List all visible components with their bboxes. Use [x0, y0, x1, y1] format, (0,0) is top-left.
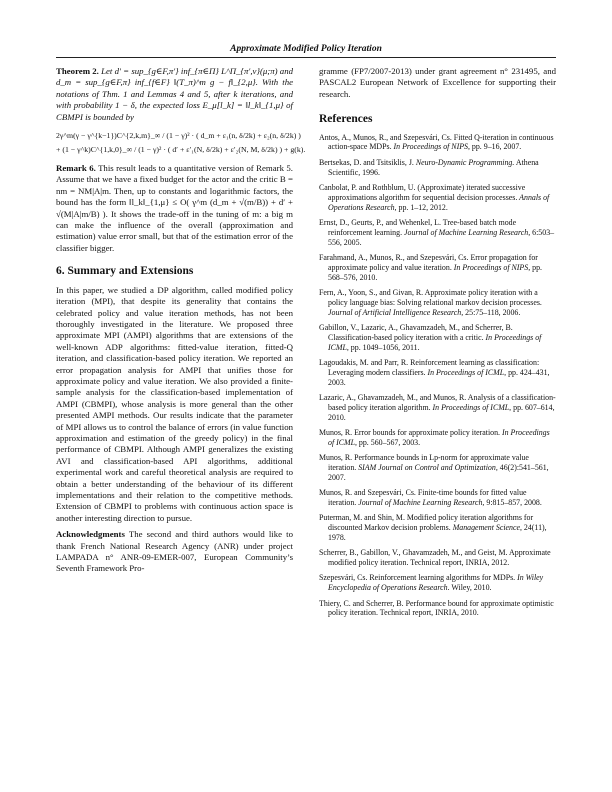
reference-title: Approximate modified policy iteration.	[328, 548, 551, 568]
reference-item	[319, 393, 556, 422]
reference-authors: Ernst, D., Geurts, P., and Wehenkel, L.	[319, 217, 441, 227]
reference-title: Tree-based batch mode reinforcement learning.	[328, 217, 517, 237]
reference-authors: Scherrer, B., Gabillon, V., Ghavamzadeh, M., and Geist, M.	[319, 548, 508, 558]
reference-item	[319, 323, 556, 352]
reference-details: , 24(11), 1978.	[328, 523, 547, 542]
reference-title: Performance bound for approximate optimistic policy iteration.	[328, 598, 554, 618]
reference-authors: Szepesvári, Cs.	[319, 573, 368, 583]
reference-venue: In Proceedings of NIPS	[451, 262, 529, 272]
reference-venue: Neuro-Dynamic Programming.	[413, 157, 515, 167]
reference-authors: Lazaric, A., Ghavamzadeh, M., and Munos, R.	[319, 392, 467, 402]
reference-item	[319, 548, 556, 568]
reference-title: Performance bounds in Lp-norm for approximate value iteration.	[328, 453, 529, 472]
reference-details: Technical report, INRIA, 2012.	[408, 558, 510, 568]
reference-list	[319, 133, 556, 619]
reference-item	[319, 133, 556, 153]
reference-venue: In Proceedings of NIPS	[391, 142, 468, 152]
reference-title: Approximate policy iteration with a policy language bias: Solving relational markov decision processes.	[328, 287, 542, 307]
reference-title: Fitted Q-iteration in continuous action-space MDPs.	[328, 132, 554, 152]
reference-item	[319, 488, 556, 508]
reference-authors: Munos, R.	[319, 453, 353, 463]
right-column	[319, 66, 556, 624]
reference-title: (Approximate) iterated successive approximations algorithm for sequential decision processes.	[328, 183, 526, 202]
reference-item	[319, 218, 556, 247]
bound-line-1: 2γ^m(γ − γ^{k−1})C^{2,k,m}_∞ / (1 − γ)² · ( d_m + ε₁(n, δ/2k) + ε₂(n, δ/2k) )	[56, 131, 301, 141]
reference-title: Reinforcement learning as classification: Leveraging modern classifiers.	[328, 357, 540, 377]
reference-item	[319, 288, 556, 317]
remark-label: Remark 6.	[56, 163, 96, 174]
remark-text: This result leads to a quantitative version of Remark 5. Assume that we have a fixed budget for the actor and the critic B = nm = NM|A|m. Then, up to constants and logarithmic factors, the bound has the form ‖l_k‖_{1,μ} ≤ O( γ^m (d_m + √(m/B)) + d′ + √(M|A|m/B) ). It shows the trade-off in the tuning of m: a big m can make the influence of the overall (approximation and estimation) value error small, but that of the estimation error of the classifier bigger.	[56, 163, 294, 253]
reference-authors: Fern, A., Yoon, S., and Givan, R.	[319, 287, 424, 297]
reference-venue: Journal of Machine Learning Research	[356, 497, 483, 507]
reference-item	[319, 428, 556, 448]
reference-details: , pp. 1049–1056, 2011.	[346, 342, 420, 352]
reference-authors: Thiery, C. and Scherrer, B.	[319, 598, 404, 608]
reference-title: Analysis of a classification-based policy iteration algorithm.	[328, 392, 556, 412]
reference-venue: In Proceedings of ICML	[328, 332, 542, 352]
reference-authors: Bertsekas, D. and Tsitsiklis, J.	[319, 157, 414, 167]
reference-item	[319, 253, 556, 282]
reference-title: Modified policy iteration algorithms for discounted Markov decision problems.	[328, 513, 534, 533]
reference-details: , pp. 424–431, 2003.	[328, 367, 550, 387]
reference-title: Error bounds for approximate policy iteration.	[352, 427, 501, 437]
left-column	[56, 66, 306, 575]
acknowledgments-left	[56, 529, 293, 575]
reference-venue: In Proceedings of ICML	[425, 367, 505, 377]
running-header: Approximate Modified Policy Iteration	[230, 44, 382, 54]
reference-venue: Journal of Machine Learning Research	[402, 227, 529, 237]
reference-authors: Lagoudakis, M. and Parr, R.	[319, 357, 409, 367]
section-6-text: In this paper, we studied a DP algorithm, called modified policy iteration (MPI), that despite its generality that contains the celebrated policy and value iteration methods, has not been thoroughly investigated in the literature. We proposed three approximate MPI (AMPI) algorithms that are extensions of the well-known ADP algorithms: fitted-value iteration, fitted-Q iteration, and classification-based policy iteration. We reported an error propagation analysis for AMPI that unifies those for approximate policy and value iteration. We also provided a finite-sample analysis for the classification-based implementation of AMPI (CBMPI), whose analysis is more general than the other presented AMPI methods. Our results indicate that the parameter of MPI allows us to control the balance of errors (in value function approximation and estimation of the greedy policy) in the final performance of CBMPI. Although AMPI generalizes the existing AVI and classification-based API algorithms, additional experimental work and careful theoretical analysis are required to obtain a better understanding of the behaviour of its different implementations and their relation to the competitive methods. Extension of CBMPI to problems with continuous action space is another interesting direction to pursue.	[56, 284, 293, 523]
reference-authors: Canbolat, P. and Rothblum, U.	[319, 183, 416, 192]
theorem-bound	[56, 129, 306, 157]
reference-details: Athena Scientific, 1996.	[328, 157, 539, 177]
reference-authors: Munos, R.	[319, 427, 353, 437]
reference-details: , 9:815–857, 2008.	[482, 497, 542, 507]
reference-title: Classification-based policy iteration with a critic.	[328, 332, 484, 342]
remark-6	[56, 163, 293, 254]
reference-details: , 25:75–118, 2006.	[461, 307, 521, 317]
reference-details: Technical report, INRIA, 2010.	[377, 608, 479, 618]
reference-venue: In Wiley Encyclopedia of Operations Research	[328, 573, 544, 593]
acknowledgments-right: gramme (FP7/2007-2013) under grant agreement n° 231495, and PASCAL2 European Network of Excellence for supporting their research.	[319, 66, 556, 99]
reference-venue: In Proceedings of ICML	[328, 427, 550, 447]
reference-details: , 46(2):541–561, 2007.	[328, 462, 549, 482]
reference-details: , pp. 560–567, 2003.	[354, 437, 421, 447]
reference-authors: Munos, R. and Szepesvári, Cs.	[319, 488, 416, 498]
reference-venue: Management Science	[450, 523, 520, 533]
reference-item	[319, 183, 556, 212]
reference-details: , 6:503–556, 2005.	[328, 227, 555, 247]
reference-details: , pp. 9–16, 2007.	[467, 142, 522, 152]
reference-title: Reinforcement learning algorithms for MDPs.	[367, 573, 516, 583]
reference-venue: SIAM Journal on Control and Optimization	[356, 462, 496, 472]
reference-details: , pp. 1–12, 2012.	[394, 202, 448, 212]
reference-authors: Puterman, M. and Shin, M.	[319, 513, 405, 523]
reference-details: . Wiley, 2010.	[447, 583, 492, 593]
reference-details: , pp. 607–614, 2010.	[328, 402, 555, 422]
reference-title: Finite-time bounds for fitted value iteration.	[328, 488, 527, 507]
reference-item	[319, 358, 556, 387]
acknowledgments-text-left: The second and third authors would like to thank French National Research Agency (ANR) under project LAMPADA n° ANR-09-EMER-007, European Community’s Seventh Framework Pro-	[56, 529, 293, 574]
reference-item	[319, 599, 556, 619]
references-heading: References	[319, 113, 373, 126]
reference-authors: Antos, A., Munos, R., and Szepesvári, Cs.	[319, 132, 452, 142]
reference-authors: Gabillon, V., Lazaric, A., Ghavamzadeh, M., and Scherrer, B.	[319, 322, 513, 332]
reference-details: , pp. 568–576, 2010.	[328, 262, 543, 282]
reference-authors: Farahmand, A., Munos, R., and Szepesvári, Cs.	[319, 252, 469, 262]
bound-line-2: + (1 − γ^k)C^{1,k,0}_∞ / (1 − γ)² · ( d′ + ε′₁(N, δ/2k) + ε′₂(N, M, δ/2k) ) + g(k).	[56, 145, 306, 155]
theorem-2	[56, 66, 293, 123]
reference-venue: Annals of Operations Research	[328, 192, 550, 212]
header-rule	[56, 57, 556, 58]
section-6-heading: 6. Summary and Extensions	[56, 265, 194, 278]
reference-venue: In Proceedings of ICML	[430, 402, 510, 412]
reference-item	[319, 573, 556, 593]
reference-venue: Journal of Artificial Intelligence Research	[328, 307, 462, 317]
reference-item	[319, 513, 556, 542]
reference-item	[319, 453, 556, 482]
theorem-statement: Let d′ = sup_{g∈F,π′} inf_{π∈Π} L^Π_{π′,ν}(μ;π) and d_m = sup_{g∈F,π} inf_{f∈F} ‖(T_π)^m g − f‖_{2,μ}. With the notations of Thm. 1 and Lemmas 4 and 5, after k iterations, and with probability 1 − δ, the expected loss E_μ[l_k] = ‖l_k‖_{1,μ} of CBMPI is bounded by	[56, 66, 294, 122]
reference-item	[319, 158, 556, 178]
reference-title: Error propagation for approximate policy and value iteration.	[328, 252, 538, 272]
acknowledgments-label: Acknowledgments	[56, 529, 125, 540]
theorem-label: Theorem 2.	[56, 66, 99, 76]
